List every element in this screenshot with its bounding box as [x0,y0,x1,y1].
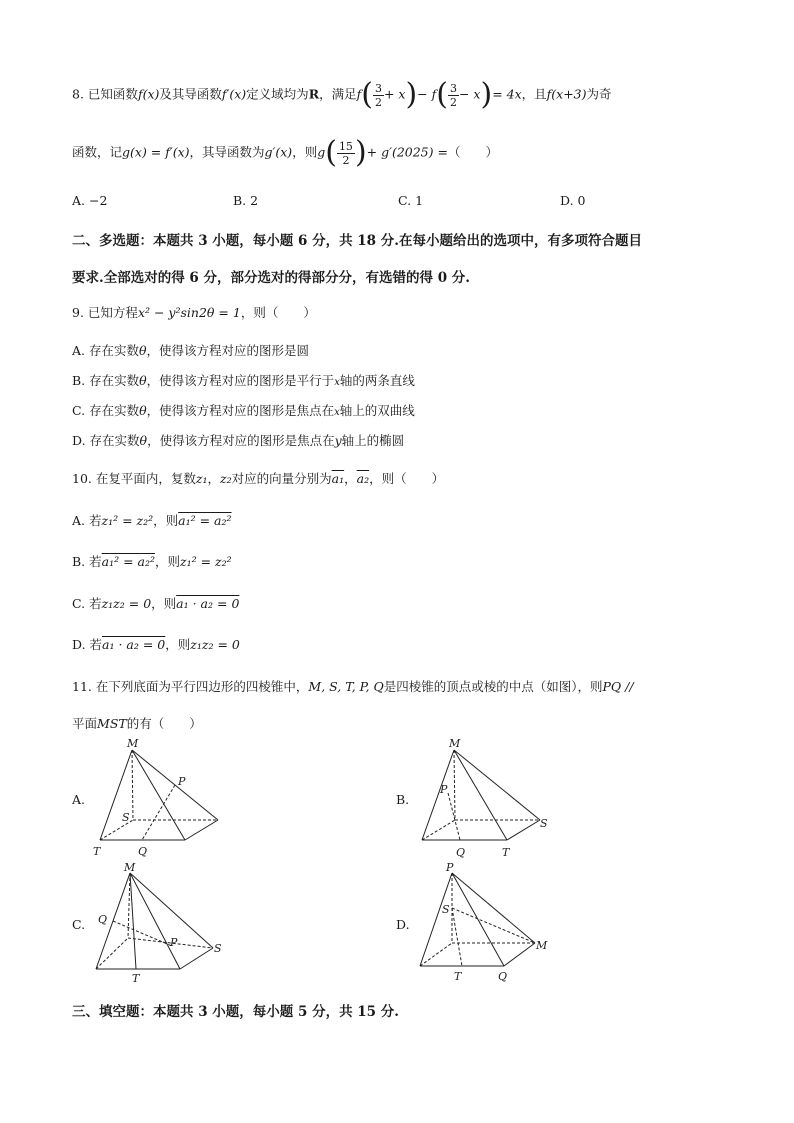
q9-stem [72,303,316,321]
q11-text: 是四棱锥的顶点或棱的中点（如图），则 [383,679,603,694]
q10-option-c: C. 若z₁z₂ = 0，则a₁ · a₂ = 0 [72,596,240,611]
q8-gdef: g(x) = f′(x) [122,144,190,160]
q8-rest: + g′(2025) = [366,144,448,160]
q8-text: 为奇 [586,86,612,102]
q8-frac-3-2a: $\frac{3}{2}$ [374,81,382,109]
q10-option-a: A. 若z₁² = z₂²，则a₁² = a₂² [72,513,232,528]
q11-stem [72,677,634,695]
q11-stem-cont: 平面MST的有（ ） [72,716,202,731]
q10-sep: ， [207,471,221,486]
point-label: S [122,811,130,824]
q9-option-c: C. 存在实数θ，使得该方程对应的图形是焦点在x轴上的双曲线 [72,403,415,418]
q11-pq: PQ // [602,679,634,694]
figure-b-label: B. [396,792,410,807]
figure-d-pyramid [412,860,562,985]
q8-text: 定义域均为 [246,86,309,102]
point-label: S [442,903,450,916]
section-2-heading-cont: 要求.全部选对的得 6 分，部分选对的得部分分，有选错的得 0 分. [72,270,470,286]
point-label: P [440,783,448,796]
q10-option-b: B. 若a₁² = a₂²，则z₁² = z₂² [72,554,232,569]
q8-text: 已知函数 [87,86,138,102]
q9-option-b: B. 存在实数θ，使得该方程对应的图形是平行于x轴的两条直线 [72,373,415,388]
point-label: Q [98,913,108,926]
point-label: P [178,775,186,788]
q9-option-d: D. 存在实数θ，使得该方程对应的图形是焦点在y轴上的椭圆 [72,433,405,448]
figure-d-label: D. [396,917,410,932]
point-label: Q [456,846,466,859]
point-label: Q [498,970,508,983]
q10-sep: ， [344,471,357,486]
q8-text: 及其导函数 [159,86,222,102]
point-label: M [449,737,461,750]
q8-R: R [308,86,320,102]
figure-a-pyramid [90,735,240,865]
point-label: M [127,737,139,750]
point-label: Q [138,845,148,858]
q8-option-b: B. 2 [233,193,259,208]
q11-mst: MST [97,716,127,731]
figure-c-pyramid [88,860,238,985]
figure-a-label: A. [72,792,86,807]
q10-number: 10. [72,471,92,486]
q10-tail: ，则（ ） [369,471,445,486]
q9-number: 9. [72,305,84,320]
q10-z2: z₂ [220,471,232,486]
q10-a1-vector: a₁ [331,471,345,486]
q10-stem [72,469,444,487]
q8-text: ，满足 [319,86,357,102]
section-3-heading: 三、填空题：本题共 3 小题，每小题 5 分，共 15 分. [72,1004,399,1020]
q8-plusx: + x [383,86,406,102]
q8-line2: 函数，记g(x) = f′(x)，其导函数为g′(x)，则g( $\frac{15}{2}$ )+ g′(2025) =（ ） [72,135,498,170]
q8-line1: 8. 已知函数f(x)及其导函数f′(x)定义域均为R，满足f( $\frac{3}{2}$ + x)− f( $\frac{3}{2}$ − x)= 4x，且f(x+3)为奇 [72,77,612,112]
figure-c-label: C. [72,917,86,932]
point-label: T [454,970,462,983]
point-label: P [170,936,178,949]
q9-option-a: A. 存在实数θ，使得该方程对应的图形是圆 [72,343,310,358]
q8-text: 函数，记 [72,144,123,160]
q8-minusx: − x [458,86,481,102]
q11-vars: M, S, T, P, Q [308,679,384,694]
q8-rhs: = 4x [492,86,522,102]
q10-z1: z₁ [195,471,208,486]
point-label: M [124,861,136,874]
q8-text: ，其导函数为 [189,144,265,160]
q10-text: 在复平面内，复数 [95,471,196,486]
q9-tail: ，则（ ） [240,305,316,320]
q8-number: 8. [72,86,84,102]
q11-text: 在下列底面为平行四边形的四棱锥中， [95,679,309,694]
q8-frac-3-2b: $\frac{3}{2}$ [449,81,457,109]
q8-fx3: f(x+3) [546,86,587,102]
q8-option-a: A. −2 [72,193,108,208]
q8-gpx: g′(x) [264,144,293,160]
q8-frac-15-2: $\frac{15}{2}$ [338,139,353,167]
q10-a2-vector: a₂ [356,471,370,486]
point-label: M [536,939,548,952]
point-label: S [214,942,222,955]
q8-text: ，且 [521,86,547,102]
q8-fx: f(x) [137,86,160,102]
point-label: T [502,846,510,859]
q8-option-d: D. 0 [560,193,586,208]
q8-eq-f: f [356,86,362,102]
q8-fpx: f′(x) [221,86,247,102]
point-label: T [93,845,101,858]
q10-option-d: D. 若a₁ · a₂ = 0，则z₁z₂ = 0 [72,637,240,652]
q10-text: 对应的向量分别为 [231,471,332,486]
point-label: P [446,861,454,874]
q8-option-c: C. 1 [398,193,424,208]
q8-text: ，则 [292,144,318,160]
point-label: T [132,972,140,985]
q8-g: g [317,144,326,160]
figure-b-pyramid [412,735,562,865]
q8-blank: （ ） [447,144,498,160]
q9-text: 已知方程 [87,305,138,320]
q11-number: 11. [72,679,92,694]
point-label: S [540,817,548,830]
q9-equation: x² − y²sin2θ = 1 [137,305,241,320]
section-2-heading: 二、多选题：本题共 3 小题，每小题 6 分，共 18 分.在每小题给出的选项中，有多项符合题目 [72,233,642,249]
q8-minusf: − f [417,86,437,102]
